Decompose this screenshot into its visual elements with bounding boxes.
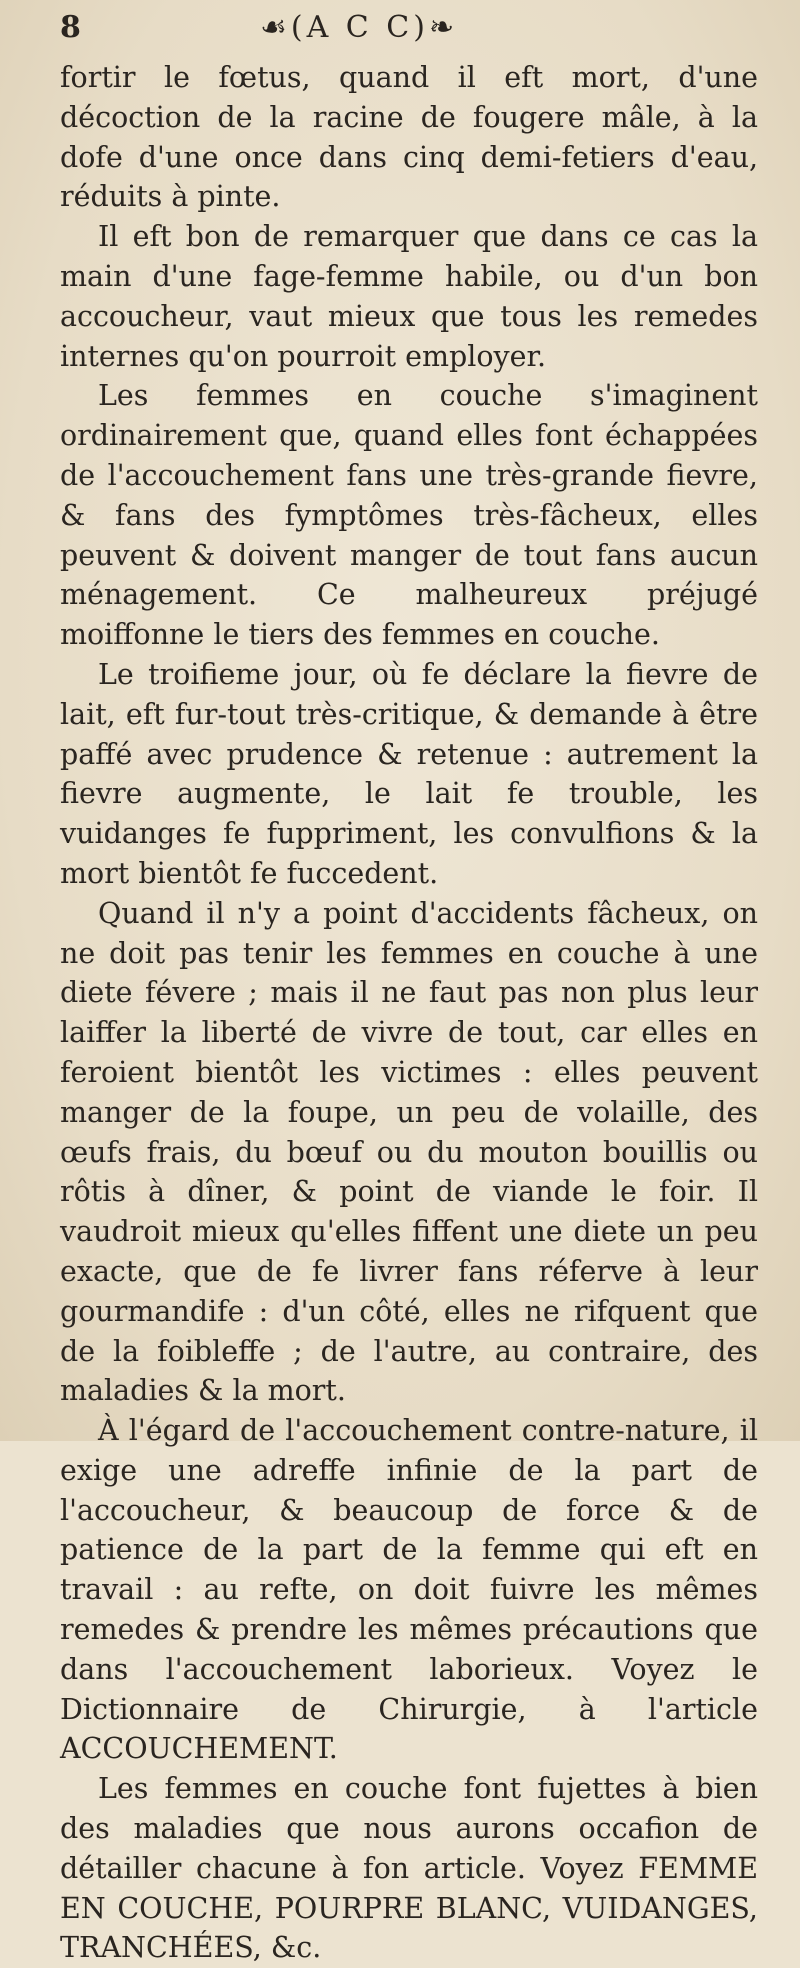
paragraph: Quand il n'y a point d'accidents fâcheux, on ne doit pas tenir les femmes en couche à une diete févere ; mais il ne faut pas non plus leur laiffer la liberté de vivre de tout, car elles en feroient bientôt les victimes : elles peuvent manger de la foupe, un peu de volaille, des œufs frais, du bœuf ou du mouton bouillis ou rôtis à dîner, & point de viande le foir. Il vaudroit mieux qu'elles fiffent une diete un peu exacte, que de fe livrer fans réferve à leur gourmandife : d'un côté, elles ne rifquent que de la foibleffe ; de l'autre, au contraire, des maladies & la mort.	[60, 896, 758, 1408]
paragraph: À l'égard de l'accouchement contre-nature, il exige une adreffe infinie de la part de l'accoucheur, & beaucoup de force & de patience de la part de la femme qui eft en travail : au refte, on doit fuivre les mêmes remedes & prendre les mêmes précautions que dans l'accouchement laborieux. Voyez le Dictionnaire de Chirurgie, à l'article ACCOUCHEMENT.	[60, 1414, 758, 1766]
running-head: ☙(A C C)❧	[260, 10, 459, 45]
paragraph: Il eft bon de remarquer que dans ce cas la main d'une fage-femme habile, ou d'un bon accoucheur, vaut mieux que tous les remedes internes qu'on pourroit employer.	[60, 220, 758, 373]
paragraph: Les femmes en couche font fujettes à bien des maladies que nous aurons occafion de détailler chacune à fon article. Voyez FEMME EN COUCHE, POURPRE BLANC, VUIDANGES, TRANCHÉES, &c.	[60, 1772, 758, 1965]
paragraph: Les femmes en couche s'imaginent ordinairement que, quand elles font échappées de l'accouchement fans une très-grande fievre, & fans des fymptômes très-fâcheux, elles peuvent & doivent manger de tout fans aucun ménagement. Ce malheureux préjugé moiffonne le tiers des femmes en couche.	[60, 379, 758, 652]
paragraph: fortir le fœtus, quand il eft mort, d'une décoction de la racine de fougere mâle, à la dofe d'une once dans cinq demi-fetiers d'eau, réduits à pinte.	[60, 61, 758, 214]
body-text	[60, 58, 758, 1968]
page-number: 8	[60, 10, 82, 45]
page-header	[60, 10, 758, 58]
paragraph: Le troifieme jour, où fe déclare la fievre de lait, eft fur-tout très-critique, & demande à être paffé avec prudence & retenue : autrement la fievre augmente, le lait fe trouble, les vuidanges fe fuppriment, les convulfions & la mort bientôt fe fuccedent.	[60, 657, 758, 890]
